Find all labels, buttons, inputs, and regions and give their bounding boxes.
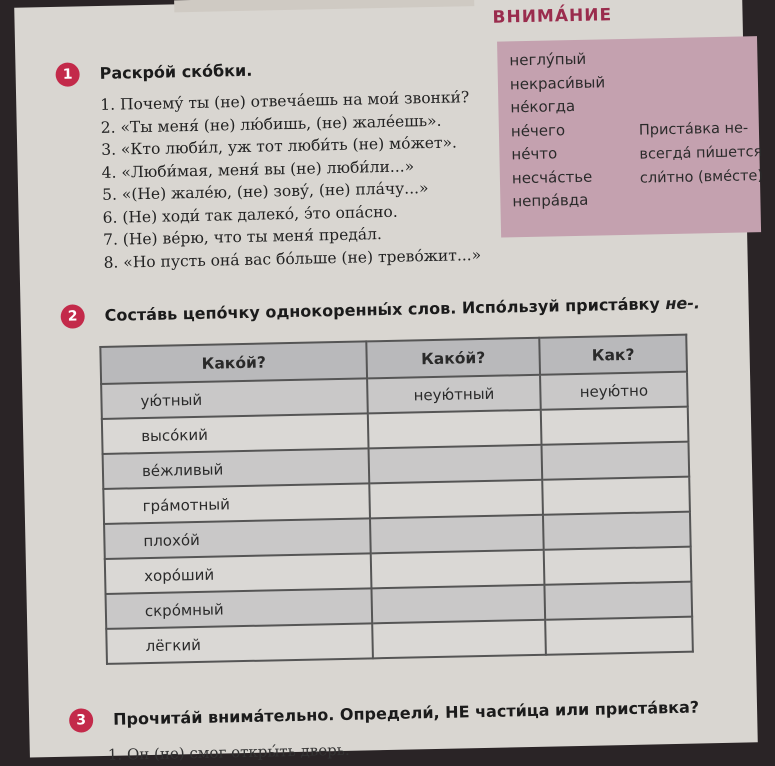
answer-cell[interactable] — [544, 547, 692, 585]
table-cell: неую́тно — [540, 372, 688, 410]
exercise-3-title: Прочита́й внима́тельно. Определи́, НЕ части́ца или приста́вка? — [112, 697, 700, 729]
exercise-1-sentences — [100, 86, 481, 274]
sentence-item: 8. «Но пусть она́ вас бо́льше (не) трево́жит...» — [103, 245, 482, 272]
exercise-2-title-text: Соста́вь цепо́чку однокоренны́х слов. Испо́льзуй приста́вку — [104, 294, 666, 325]
table-cell: гра́мотный — [103, 483, 370, 524]
attention-word: некраси́вый — [509, 72, 606, 93]
textbook-page — [14, 0, 764, 764]
answer-cell[interactable] — [542, 477, 690, 515]
attention-title: ВНИМА́НИЕ — [492, 5, 613, 28]
answer-cell[interactable] — [369, 480, 543, 519]
table-cell: ую́тный — [101, 378, 368, 419]
answer-cell[interactable] — [372, 585, 546, 624]
attention-note-line: всегда́ пи́шется — [639, 144, 763, 163]
exercise-3-first-line: 1. Он (не) смог откры́ть дверь. — [107, 740, 350, 764]
table-cell: неую́тный — [367, 375, 541, 414]
attention-word: неглу́пый — [509, 49, 587, 70]
table-cell: лёгкий — [106, 623, 373, 664]
exercise-2-prefix: не-. — [665, 293, 701, 314]
column-header: Како́й? — [100, 341, 367, 384]
attention-word: не́чего — [510, 120, 566, 140]
sentence-item: 5. «(Не) жале́ю, (не) зову́, (не) пла́чу...» — [101, 179, 429, 204]
attention-note-line: сли́тно (вме́сте) — [639, 168, 764, 187]
answer-cell[interactable] — [371, 550, 545, 589]
attention-word: непра́вда — [512, 190, 589, 211]
sentence-item: 7. (Не) ве́рю, что ты меня́ преда́л. — [102, 225, 383, 249]
answer-cell[interactable] — [372, 620, 546, 659]
answer-cell[interactable] — [542, 442, 690, 480]
exercise-1-number: 1 — [55, 62, 79, 86]
sentence-item: 6. (Не) ходи́ так далеко́, э́то опа́сно. — [102, 202, 398, 227]
answer-cell[interactable] — [543, 512, 691, 550]
sentence-item: 2. «Ты меня́ (не) лю́бишь, (не) жале́ешь». — [100, 111, 442, 137]
exercise-1-title: Раскро́й ско́бки. — [99, 60, 253, 83]
attention-note — [639, 116, 764, 191]
sentence-item: 1. Почему́ ты (не) отвеча́ешь на мои́ звонки́? — [100, 88, 470, 114]
table-cell: плохо́й — [104, 518, 371, 559]
table-cell: скро́мный — [106, 588, 373, 629]
answer-cell[interactable] — [544, 582, 692, 620]
table-cell: высо́кий — [102, 413, 369, 454]
exercise-2-number: 2 — [60, 304, 84, 328]
previous-page-strip — [174, 0, 474, 12]
attention-word-list — [509, 47, 608, 213]
exercise-2-title — [104, 293, 700, 324]
answer-cell[interactable] — [545, 617, 693, 655]
attention-word: не́что — [511, 144, 558, 164]
column-header: Как? — [539, 335, 687, 375]
answer-cell[interactable] — [369, 445, 543, 484]
sentence-item: 3. «Кто люби́л, уж тот люби́ть (не) мо́жет». — [101, 133, 458, 159]
table-cell: ве́жливый — [103, 448, 370, 489]
sentence-item: 4. «Люби́мая, меня́ вы (не) люби́ли...» — [101, 156, 415, 182]
attention-word: не́когда — [510, 96, 576, 117]
attention-note-line: Приста́вка не- — [638, 120, 749, 139]
word-chain-table — [99, 334, 694, 665]
exercise-3-number: 3 — [69, 708, 93, 732]
answer-cell[interactable] — [541, 407, 689, 445]
table-cell: хоро́ший — [105, 553, 372, 594]
attention-word: несча́стье — [511, 167, 593, 187]
column-header: Како́й? — [366, 338, 540, 379]
answer-cell[interactable] — [370, 515, 544, 554]
answer-cell[interactable] — [368, 410, 542, 449]
